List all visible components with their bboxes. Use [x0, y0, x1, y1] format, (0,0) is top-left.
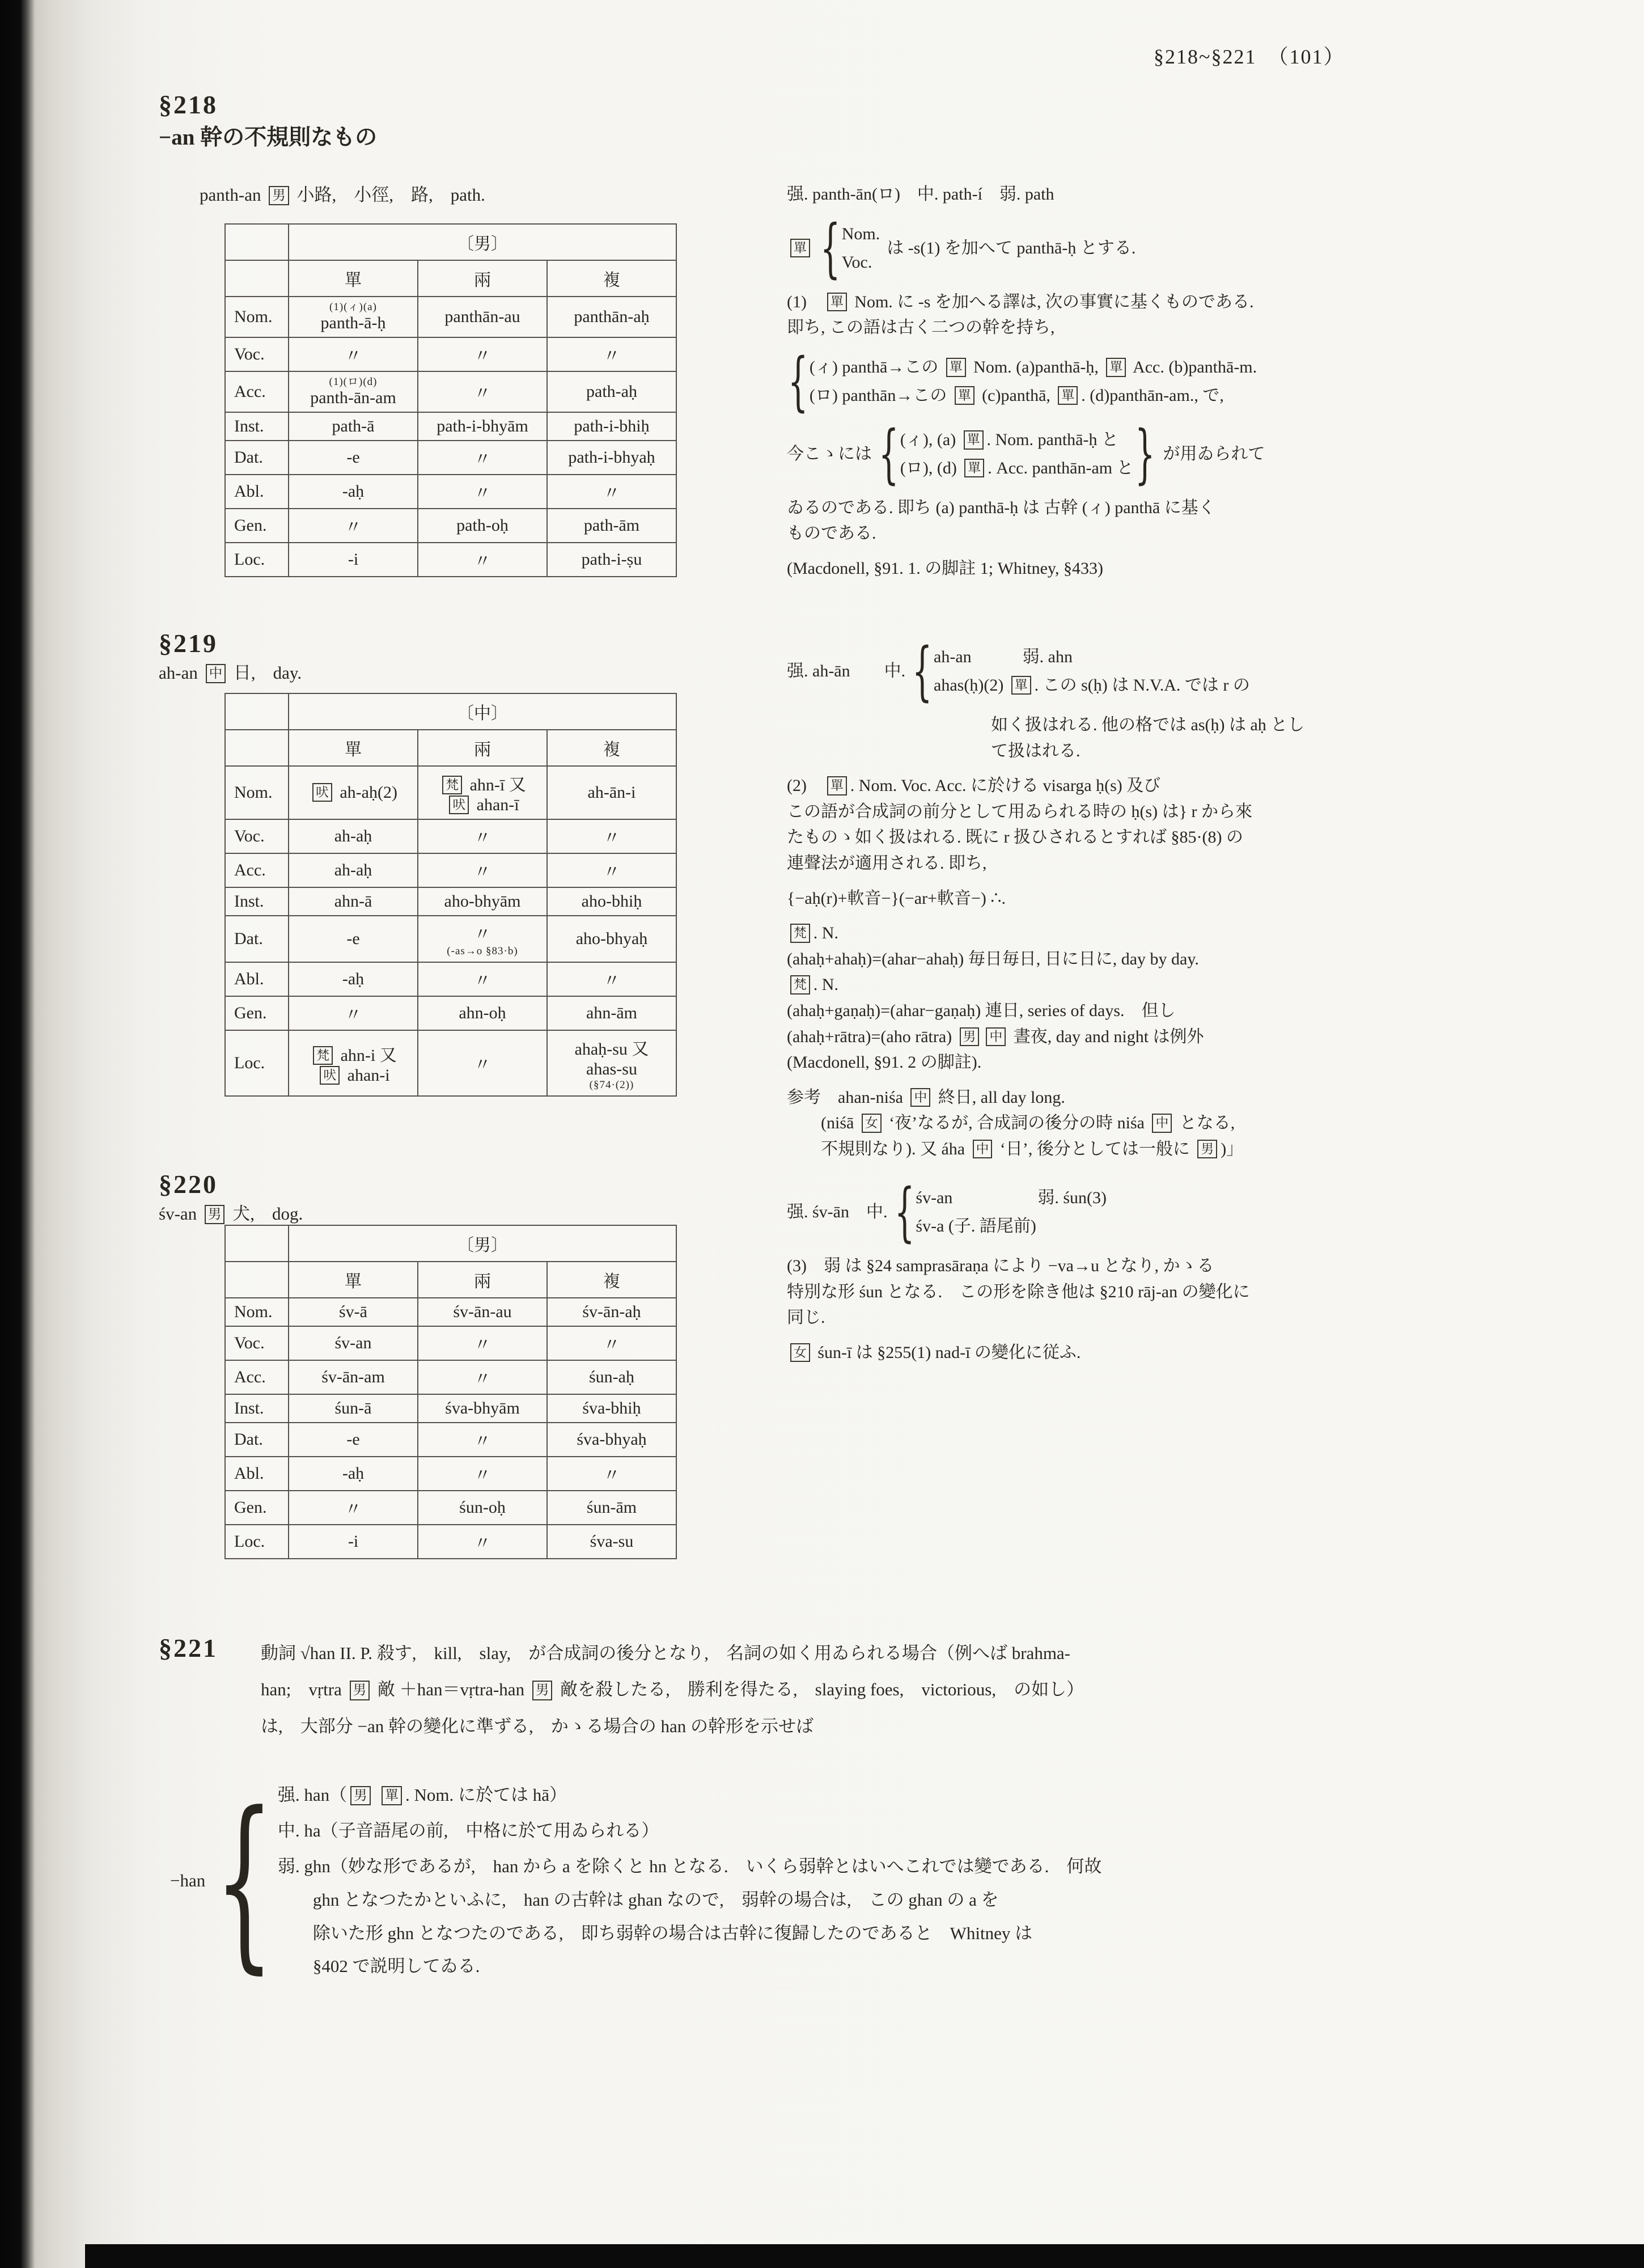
table-row	[225, 766, 676, 819]
gender-box: 男	[350, 1681, 370, 1700]
left-brace: {	[912, 634, 933, 708]
superscript-note: (1)(ィ)(a)	[329, 301, 377, 313]
gender-box: 中	[986, 1027, 1006, 1046]
case-label: Inst.	[225, 412, 289, 441]
brace-prefix: 强. śv-ān 中.	[787, 1203, 888, 1222]
gender-box: 中	[206, 664, 226, 683]
note-paragraph: ゐるのである. 即ち (a) panthā-ḥ は 古幹 (ィ) panthā に基く ものである.	[787, 498, 1215, 543]
form-cell: śv-ā	[289, 1298, 418, 1326]
form-cell: 〃	[418, 1525, 547, 1559]
section-218-title: −an 幹の不規則なもの	[159, 125, 378, 150]
form-cell: -e	[289, 916, 418, 962]
gender-box: 單	[382, 1786, 402, 1805]
table-row	[225, 1360, 676, 1394]
form-cell: 〃	[418, 337, 547, 371]
case-label: Inst.	[225, 1394, 289, 1423]
gender-box: 男	[960, 1027, 980, 1046]
scan-edge-left	[0, 0, 35, 2268]
case-label: Acc.	[225, 371, 289, 412]
gender-box: 梵	[442, 776, 462, 794]
form-cell: 〃	[547, 1457, 676, 1491]
case-label: Loc.	[225, 543, 289, 577]
table-row	[225, 543, 676, 577]
case-label: Abl.	[225, 475, 289, 509]
brace-item: (ィ), (a) 單 . Nom. panthā-ḥ と	[900, 430, 1118, 450]
superscript-note: (§74·(2))	[589, 1078, 634, 1091]
gender-box: 單	[964, 430, 984, 449]
form-cell: 〃	[418, 1360, 547, 1394]
gender-box: 男	[350, 1786, 371, 1805]
form-cell: 〃	[547, 819, 676, 853]
form-cell: śv-ān-au	[418, 1298, 547, 1326]
brace-item: Voc.	[841, 252, 872, 272]
form-cell: 〃	[547, 1326, 676, 1360]
form-cell: 〃	[547, 962, 676, 996]
form-cell: śv-ān-am	[289, 1360, 418, 1394]
table-gender-row	[225, 693, 676, 730]
note-paragraph: 如く扱はれる. 他の格では as(ḥ) は aḥ とし て扱はれる.	[991, 716, 1305, 760]
brace-item: ah-an 弱. ahn	[934, 648, 1073, 667]
left-brace: {	[894, 1175, 915, 1249]
form-cell: path-i-bhyaḥ	[547, 441, 676, 475]
gender-box: 中	[973, 1140, 993, 1158]
table-row	[225, 1457, 676, 1491]
table-row	[225, 475, 676, 509]
gender-box: 單	[955, 386, 974, 405]
number-column-header: 複	[547, 260, 676, 297]
case-label: Dat.	[225, 441, 289, 475]
scan-edge-bottom	[85, 2244, 1644, 2268]
brace-prefix: 强. ah-ān 中.	[787, 662, 906, 681]
brace-item: śv-a (子. 語尾前)	[916, 1217, 1036, 1235]
table-gender-header: 〔男〕	[289, 1225, 676, 1262]
form-cell: 〃	[418, 962, 547, 996]
form-cell: ahn-ām	[547, 996, 676, 1030]
gender-box: 梵	[790, 975, 810, 994]
form-cell: -i	[289, 1525, 418, 1559]
section-219-number: §219	[159, 629, 218, 658]
gender-box: 中	[1152, 1114, 1172, 1132]
table-gender-row	[225, 1225, 676, 1262]
table-row	[225, 996, 676, 1030]
note-paragraph: 梵 . N. (ahaḥ+ahaḥ)=(ahar−ahaḥ) 毎日毎日, 日に日に, day by day. 梵 . N. (ahaḥ+gaṇaḥ)=(ahar−gaṇaḥ) 連日, series of days. 但し (ahaḥ+rātra)=(aho rātra) 男 中 晝夜, day and night は例外 (Macdonell, §91. 2 の脚註).	[787, 924, 1204, 1072]
form-cell: panthān-au	[418, 297, 547, 337]
form-cell: path-oḥ	[418, 509, 547, 543]
note-paragraph: (2) 單 . Nom. Voc. Acc. に於ける visarga ḥ(s) 及び この語が合成詞の前分として用ゐられる時の ḥ(s) は} r から來 たものゝ如く扱はれる. 既に r 扱ひされるとすれば §85·(8) の 連聲法が適用される. 即ち,	[787, 776, 1253, 873]
form-cell: 〃	[418, 1423, 547, 1457]
form-cell: path-ām	[547, 509, 676, 543]
form-cell: ah-aḥ	[289, 853, 418, 887]
form-cell: 〃	[418, 371, 547, 412]
declension-table	[224, 223, 677, 577]
notes-219	[787, 634, 1620, 1171]
brace-item: ahas(ḥ)(2) 單 . この s(ḥ) は N.V.A. では r の	[934, 676, 1250, 695]
case-label: Nom.	[225, 1298, 289, 1326]
form-cell: -aḥ	[289, 1457, 418, 1491]
case-label: Gen.	[225, 509, 289, 543]
left-brace: {	[214, 1772, 274, 1990]
table-row	[225, 1491, 676, 1525]
case-label: Acc.	[225, 853, 289, 887]
number-column-header: 複	[547, 730, 676, 766]
table-gender-header: 〔男〕	[289, 224, 676, 260]
number-column-header: 單	[289, 260, 418, 297]
gender-box: 梵	[790, 924, 810, 942]
section-220-heading	[159, 1169, 303, 1225]
gender-box: 男	[205, 1205, 225, 1224]
form-cell: śun-ām	[547, 1491, 676, 1525]
form-cell: śva-su	[547, 1525, 676, 1559]
form-cell: 梵 ahn-i 又 吠 ahan-i	[289, 1030, 418, 1096]
case-label: Nom.	[225, 766, 289, 819]
form-cell: 〃	[418, 1457, 547, 1491]
case-label: Abl.	[225, 962, 289, 996]
gender-box: 單	[964, 459, 984, 477]
form-cell: 〃	[547, 337, 676, 371]
brace-item: (ロ), (d) 單 . Acc. panthān-am と	[900, 458, 1134, 477]
gender-box: 男	[1197, 1140, 1217, 1158]
case-label: Loc.	[225, 1030, 289, 1096]
section-221-paragraph: 動詞 √han II. P. 殺す, kill, slay, が合成詞の後分となり, 名詞の如く用ゐられる場合（例へば brahma- han; vṛtra 男 敵 ＋han＝vṛtra-han 男 敵を殺したる, 勝利を得たる, slaying foes, victorious, の如し） は, 大部分 −an 幹の變化に準ずる, かゝる場合の han の幹形を示せば	[261, 1643, 1084, 1736]
form-cell: path-i-ṣu	[547, 543, 676, 577]
form-cell: śva-bhyaḥ	[547, 1423, 676, 1457]
form-cell: śun-oḥ	[418, 1491, 547, 1525]
table-row	[225, 1525, 676, 1559]
gender-box: 單	[1058, 386, 1078, 405]
section-219-heading	[159, 628, 302, 684]
left-brace: {	[879, 417, 899, 491]
brace-item: 弱. ghn（妙な形であるが, han から a を除くと hn となる. いくら弱幹とはいへこれでは變である. 何故 ghn となつたかといふに, han の古幹は ghan なので, 弱幹の場合は, この ghan の a を 除いた形 ghn となつたのである, 即ち弱幹の場合は古幹に復歸したのであると Whitney は §402 で説明してゐる.	[277, 1856, 1102, 1977]
note-paragraph: 女 śun-ī は §255(1) nad-ī の變化に従ふ.	[787, 1340, 1620, 1366]
gender-box: 單	[827, 293, 847, 311]
form-cell: panthān-aḥ	[547, 297, 676, 337]
table-row	[225, 1394, 676, 1423]
form-cell: 〃	[289, 337, 418, 371]
gender-box: 女	[790, 1343, 810, 1362]
form-cell: 〃	[289, 509, 418, 543]
section-221-stem-brace	[170, 1772, 1621, 1994]
form-cell: 〃	[418, 475, 547, 509]
declension-table-220	[224, 1225, 677, 1559]
gender-box: 吠	[449, 796, 469, 814]
form-cell: śva-bhyām	[418, 1394, 547, 1423]
form-cell: -aḥ	[289, 962, 418, 996]
section-221-heading	[159, 1633, 218, 1663]
table-gender-header: 〔中〕	[289, 693, 676, 730]
left-brace: {	[820, 211, 841, 285]
form-cell: 〃	[418, 543, 547, 577]
gender-box: 男	[532, 1681, 553, 1700]
table-row	[225, 887, 676, 916]
brace-suffix: が用ゐられて	[1163, 444, 1265, 463]
table-row	[225, 509, 676, 543]
form-cell: ah-ān-i	[547, 766, 676, 819]
gender-box: 吠	[320, 1066, 340, 1085]
form-cell: 〃	[418, 1326, 547, 1360]
number-column-header: 單	[289, 730, 418, 766]
table-row	[225, 412, 676, 441]
table-number-row	[225, 1262, 676, 1298]
table-number-row	[225, 730, 676, 766]
form-cell: (1)(ィ)(a) panth-ā-ḥ	[289, 297, 418, 337]
form-cell: aho-bhiḥ	[547, 887, 676, 916]
superscript-note: (1)(ロ)(d)	[329, 375, 378, 388]
section-218-number: §218	[159, 90, 218, 119]
lemma-panthan: panth-an 男 小路, 小徑, 路, path.	[200, 185, 485, 205]
gender-box: 單	[790, 239, 810, 257]
section-220-number: §220	[159, 1170, 218, 1199]
form-cell: path-i-bhiḥ	[547, 412, 676, 441]
case-label: Gen.	[225, 996, 289, 1030]
gender-box: 吠	[312, 783, 332, 802]
brace-item: Nom.	[841, 225, 880, 243]
lemma-svan: śv-an 男 犬, dog.	[159, 1204, 303, 1224]
brace-group	[787, 211, 1620, 285]
brace-group	[787, 1175, 1620, 1249]
case-label: Loc.	[225, 1525, 289, 1559]
brace-item: śv-an 弱. śun(3)	[916, 1188, 1107, 1208]
brace-group	[787, 634, 1620, 708]
form-cell: path-ā	[289, 412, 418, 441]
form-cell: ahn-ā	[289, 887, 418, 916]
running-head	[1154, 41, 1345, 70]
note-paragraph: (3) 弱 は §24 samprasāraṇa により −va→u となり, かゝる 特別な形 śun となる. この形を除き他は §210 rāj-an の變化に 同じ.	[787, 1256, 1250, 1327]
form-cell: ah-aḥ	[289, 819, 418, 853]
table-row	[225, 1326, 676, 1360]
form-cell: 〃	[547, 853, 676, 887]
gender-box: 單	[1106, 358, 1126, 376]
form-cell: -i	[289, 543, 418, 577]
running-head-text: §218~§221 （101）	[1154, 45, 1345, 68]
form-cell: śv-an	[289, 1326, 418, 1360]
form-cell: 梵 ahn-ī 又 吠 ahan-ī	[418, 766, 547, 819]
form-cell: aho-bhyām	[418, 887, 547, 916]
brace-group	[170, 1772, 1621, 1990]
form-cell: 〃	[289, 996, 418, 1030]
right-brace: }	[1134, 417, 1155, 491]
case-label: Dat.	[225, 1423, 289, 1457]
brace-prefix: −han	[170, 1871, 206, 1891]
brace-item: 强. han（ 男 單 . Nom. に於ては hā）	[277, 1785, 567, 1805]
form-cell: ahaḥ-su 又 ahas-su (§74·(2))	[547, 1030, 676, 1096]
form-cell: 〃	[418, 819, 547, 853]
table-row	[225, 1423, 676, 1457]
brace-item: (ロ) panthān→この 單 (c)panthā, 單 . (d)panthān-am., で,	[809, 386, 1224, 405]
note-paragraph: (1) 單 Nom. に -s を加へる譯は, 次の事實に基くものである. 即ち, この語は古く二つの幹を持ち,	[787, 292, 1254, 337]
form-cell: ahn-oḥ	[418, 996, 547, 1030]
form-cell: śva-bhiḥ	[547, 1394, 676, 1423]
brace-item: (ィ) panthā→この 單 Nom. (a)panthā-ḥ, 單 Acc. (b)panthā-m.	[809, 358, 1257, 377]
brace-prefix	[787, 235, 813, 261]
note-paragraph: 参考 ahan-niśa 中 終日, all day long. (niśā 女 ‘夜’なるが, 合成詞の後分の時 niśa 中 となる, 不規則なり). 又 áha 中 ‘日’, 後分としては一般に 男 )」	[787, 1088, 1244, 1158]
brace-item: 中. ha（子音語尾の前, 中格に於て用ゐられる）	[277, 1820, 659, 1840]
gender-box: 單	[827, 776, 847, 795]
case-label: Gen.	[225, 1491, 289, 1525]
table-row	[225, 297, 676, 337]
notes-218	[787, 181, 1620, 591]
table-gender-row	[225, 224, 676, 260]
brace-group	[787, 344, 1620, 418]
gender-box: 單	[1011, 676, 1031, 695]
table-row	[225, 916, 676, 962]
superscript-note: (-as→o §83·b)	[447, 945, 518, 957]
gender-box: 男	[269, 186, 289, 205]
note-paragraph: 强. panth-ān(ロ) 中. path-í 弱. path	[787, 185, 1054, 204]
gender-box: 梵	[313, 1046, 333, 1065]
section-218-heading	[159, 90, 377, 151]
case-label: Acc.	[225, 1360, 289, 1394]
brace-suffix: は -s(1) を加へて panthā-ḥ とする.	[887, 238, 1136, 257]
table-number-row	[225, 260, 676, 297]
case-label: Nom.	[225, 297, 289, 337]
left-brace: {	[788, 344, 808, 418]
note-paragraph: (Macdonell, §91. 1. の脚註 1; Whitney, §433)	[787, 558, 1103, 578]
declension-table-219	[224, 693, 677, 1097]
table-row	[225, 371, 676, 412]
table-row	[225, 1030, 676, 1096]
table-row	[225, 853, 676, 887]
form-cell: śv-ān-aḥ	[547, 1298, 676, 1326]
number-column-header: 兩	[418, 1262, 547, 1298]
table-row	[225, 962, 676, 996]
number-column-header: 兩	[418, 730, 547, 766]
case-label: Inst.	[225, 887, 289, 916]
form-cell: 〃	[418, 441, 547, 475]
brace-group	[787, 417, 1620, 491]
form-cell: 〃	[547, 475, 676, 509]
form-cell: 吠 ah-aḥ(2)	[289, 766, 418, 819]
declension-table	[224, 693, 677, 1097]
form-cell: -e	[289, 441, 418, 475]
number-column-header: 單	[289, 1262, 418, 1298]
form-cell: 〃 (-as→o §83·b)	[418, 916, 547, 962]
note-paragraph: {−aḥ(r)+軟音−}(−ar+軟音−) ∴.	[787, 888, 1006, 908]
table-row	[225, 441, 676, 475]
case-label: Voc.	[225, 337, 289, 371]
lemma-ahan: ah-an 中 日, day.	[159, 663, 302, 683]
notes-220	[787, 1175, 1620, 1374]
form-cell: aho-bhyaḥ	[547, 916, 676, 962]
form-cell: path-i-bhyām	[418, 412, 547, 441]
gender-box: 中	[910, 1088, 930, 1107]
declension-table-218	[224, 223, 677, 577]
brace-prefix: 今こゝには	[787, 444, 872, 463]
case-label: Voc.	[225, 819, 289, 853]
table-row	[225, 337, 676, 371]
form-cell: śun-ā	[289, 1394, 418, 1423]
form-cell: 〃	[418, 853, 547, 887]
form-cell: -aḥ	[289, 475, 418, 509]
number-column-header: 兩	[418, 260, 547, 297]
number-column-header: 複	[547, 1262, 676, 1298]
gender-box: 女	[862, 1114, 882, 1132]
gender-box: 單	[946, 358, 966, 376]
form-cell: -e	[289, 1423, 418, 1457]
case-label: Dat.	[225, 916, 289, 962]
section-221-number: §221	[159, 1634, 218, 1662]
form-cell: 〃	[289, 1491, 418, 1525]
case-label: Voc.	[225, 1326, 289, 1360]
form-cell: (1)(ロ)(d) panth-ān-am	[289, 371, 418, 412]
table-row	[225, 819, 676, 853]
form-cell: path-aḥ	[547, 371, 676, 412]
declension-table	[224, 1225, 677, 1559]
case-label: Abl.	[225, 1457, 289, 1491]
form-cell: 〃	[418, 1030, 547, 1096]
table-row	[225, 1298, 676, 1326]
form-cell: śun-aḥ	[547, 1360, 676, 1394]
